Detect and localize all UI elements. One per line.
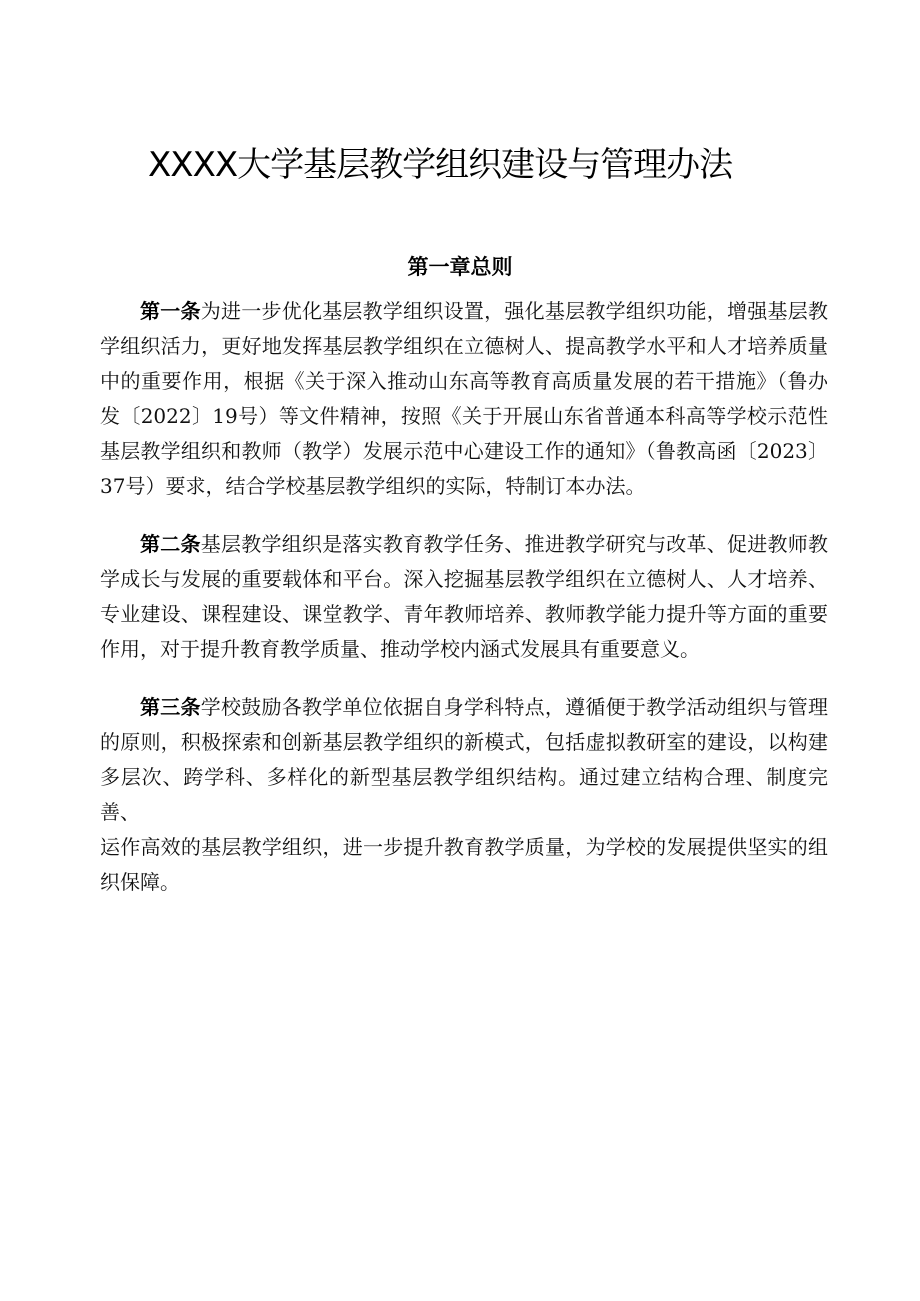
- article-label: 第三条: [140, 695, 201, 719]
- article-paragraph: [100, 690, 828, 830]
- document-title: XXXX大学基层教学组织建设与管理办法: [148, 145, 733, 185]
- article-text: 基层教学组织是落实教育教学任务、推进教学研究与改革、促进教师教学成长与发展的重要载体和平台。深入挖掘基层教学组织在立德树人、人才培养、专业建设、课程建设、课堂教学、青年教师培养、教师教学能力提升等方面的重要作用，对于提升教育教学质量、推动学校内涵式发展具有重要意义。: [100, 532, 829, 661]
- article-label: 第二条: [140, 532, 201, 556]
- article-text: 为进一步优化基层教学组织设置，强化基层教学组织功能，增强基层教学组织活力，更好地发挥基层教学组织在立德树人、提高教学水平和人才培养质量中的重要作用，根据《关于深入推动山东高等教育高质量发展的若干措施》（鲁办发〔2022〕19号）等文件精神，按照《关于开展山东省普通本科高等学校示范性基层教学组织和教师（教学）发展示范中心建设工作的通知》（鲁教高函〔2023〕37号）要求，结合学校基层教学组织的实际，特制订本办法。: [100, 299, 829, 498]
- article-paragraph-continuation: 运作高效的基层教学组织，进一步提升教育教学质量，为学校的发展提供坚实的组织保障。: [100, 835, 828, 894]
- article-paragraph: [100, 527, 828, 667]
- chapter-heading: 第一章总则: [407, 255, 513, 279]
- article-paragraph: [100, 294, 828, 504]
- article-label: 第一条: [140, 299, 201, 323]
- document-body: [100, 294, 828, 900]
- article-text: 学校鼓励各教学单位依据自身学科特点，遵循便于教学活动组织与管理的原则，积极探索和创新基层教学组织的新模式，包括虚拟教研室的建设，以构建多层次、跨学科、多样化的新型基层教学组织结构。通过建立结构合理、制度完善、: [100, 695, 829, 824]
